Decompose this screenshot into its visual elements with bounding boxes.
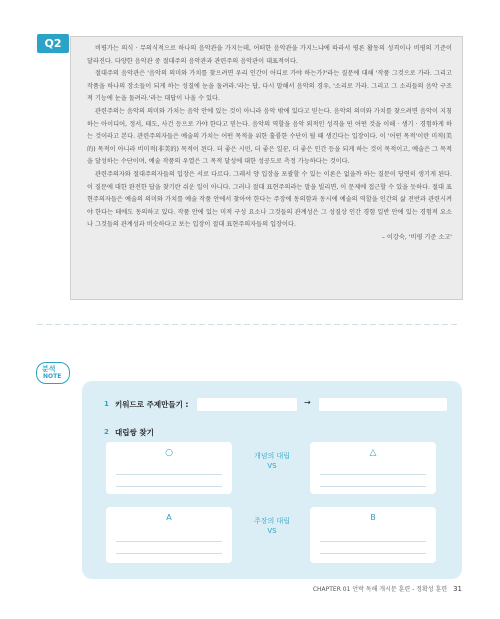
keyword-theme-label: 키워드로 주제만들기 : [115, 400, 189, 409]
answer-line [116, 541, 222, 542]
answer-line [320, 474, 426, 475]
passage-source: – 이강숙, '비평 기준 소고' [381, 233, 452, 241]
item-number: 1 [104, 400, 109, 408]
answer-line [116, 553, 222, 554]
answer-line [320, 541, 426, 542]
theme-input[interactable] [319, 398, 447, 411]
answer-line [116, 486, 222, 487]
circle-mark: ○ [165, 448, 173, 458]
item-number: 2 [104, 428, 109, 436]
opposition-pair-label: 대립쌍 찾기 [115, 428, 154, 437]
analysis-icon-subtext: NOTE [43, 373, 62, 380]
analysis-panel [82, 381, 462, 579]
arrow-icon: → [304, 398, 311, 407]
letter-a-mark: A [166, 513, 172, 522]
page-footer [313, 584, 462, 593]
letter-b-mark: B [370, 513, 376, 522]
analysis-icon-text: 분석 [42, 365, 56, 373]
concept-box-right[interactable] [310, 442, 436, 494]
analysis-note-icon [36, 362, 76, 390]
claim-box-left[interactable] [106, 507, 232, 563]
passage-paragraph: 절대주의 음악관은 '음악의 의미와 가치를 찾으려면 우리 인간이 어디로 가야 하는가?'라는 질문에 대해 '작품 그것으로 가라. 그리고 작품을 하나의 장소들이 되게 하는 성질에 눈을 돌려라.'라는 답, 다시 말해서 음악의 경우, '소리로 가라. 그리고 그 소리들의 음악 구조적 기능에 눈을 돌려라.'라는 대답이 나올 수 있다. [87, 70, 452, 103]
passage-paragraph: 관련주의는 음악의 의미와 가치는 음악 안에 있는 것이 아니라 음악 밖에 있다고 믿는다. 음악의 의미와 가치를 찾으려면 음악이 지칭하는 아이디어, 정서, 태도, 사건 등으로 가야 한다고 믿는다. 음악의 역할을 음악 외적인 성격을 띤 어떤 것을 이해 · 생기 · 경험하게 하는 것이라고 본다. 관련주의자들은 예술의 가치는 어떤 목적을 위한 훌륭한 수단이 될 때 생긴다는 입장이다. 이 '어떤 목적'이란 미적(美的) 목적이 아니라 비미적(非美的) 목적이 된다. 더 좋은 시민, 더 좋은 일꾼, 더 좋은 인간 등을 되게 하는 것이 목적이고, 예술은 그 목적을 달성하는 수단이며, 예술 작품의 우열은 그 목적 달성에 대한 성공도로 측정 가능하다는 것이다. [87, 107, 452, 166]
answer-line [320, 486, 426, 487]
triangle-mark: △ [369, 448, 377, 458]
answer-line [116, 474, 222, 475]
page-number: 31 [453, 585, 462, 593]
keyword-input[interactable] [197, 398, 297, 411]
claim-box-right[interactable] [310, 507, 436, 563]
passage-paragraph: 관련주의자와 절대주의자들의 입장은 서로 다르다. 그래서 양 입장을 포괄할 수 있는 이론은 없을까 하는 질문이 당연히 생기게 된다. 이 질문에 대한 완전한 답을 찾기란 쉬운 일이 아니다. 그러나 절대 표현주의라는 말을 빌리면, 이 문제에 접근할 수 있을 듯하다. 절대 표현주의자들은 예술의 의미와 가치를 예술 작품 안에서 찾아야 한다는 주장에 동의함과 동시에 예술의 역할을 인간의 삶 전반과 관련시켜야 한다는 테에도 동의하고 있다. 작품 안에 있는 미적 구성 요소나 그것들의 관계성은 그 성질상 인간 경험 일반 안에 있는 경험적 요소나 그것들의 관계성과 비슷하다고 보는 입장이 절대 표현주의자들의 입장이다. [87, 170, 452, 229]
answer-line [320, 553, 426, 554]
passage-paragraph: 비평가는 의식 · 무의식적으로 하나의 음악관을 가지는데, 어떠한 음악관을 가지느냐에 따라서 평론 활동의 성격이나 비평의 기준이 달라진다. 다양한 음악관 중 절대주의 음악관과 관련주의 음악관이 대표적이다. [87, 45, 452, 65]
chapter-title: CHAPTER 01 언박 독해 개시문 훈련 - 정확성 훈련 [312, 586, 448, 593]
reading-passage [70, 36, 463, 300]
concept-box-left[interactable] [106, 442, 232, 494]
question-number-badge: Q2 [37, 34, 69, 53]
claim-opposition-label: 주장의 대립 VS [253, 517, 291, 535]
dashed-divider [37, 310, 462, 320]
concept-opposition-label: 개념의 대립 VS [253, 452, 291, 470]
